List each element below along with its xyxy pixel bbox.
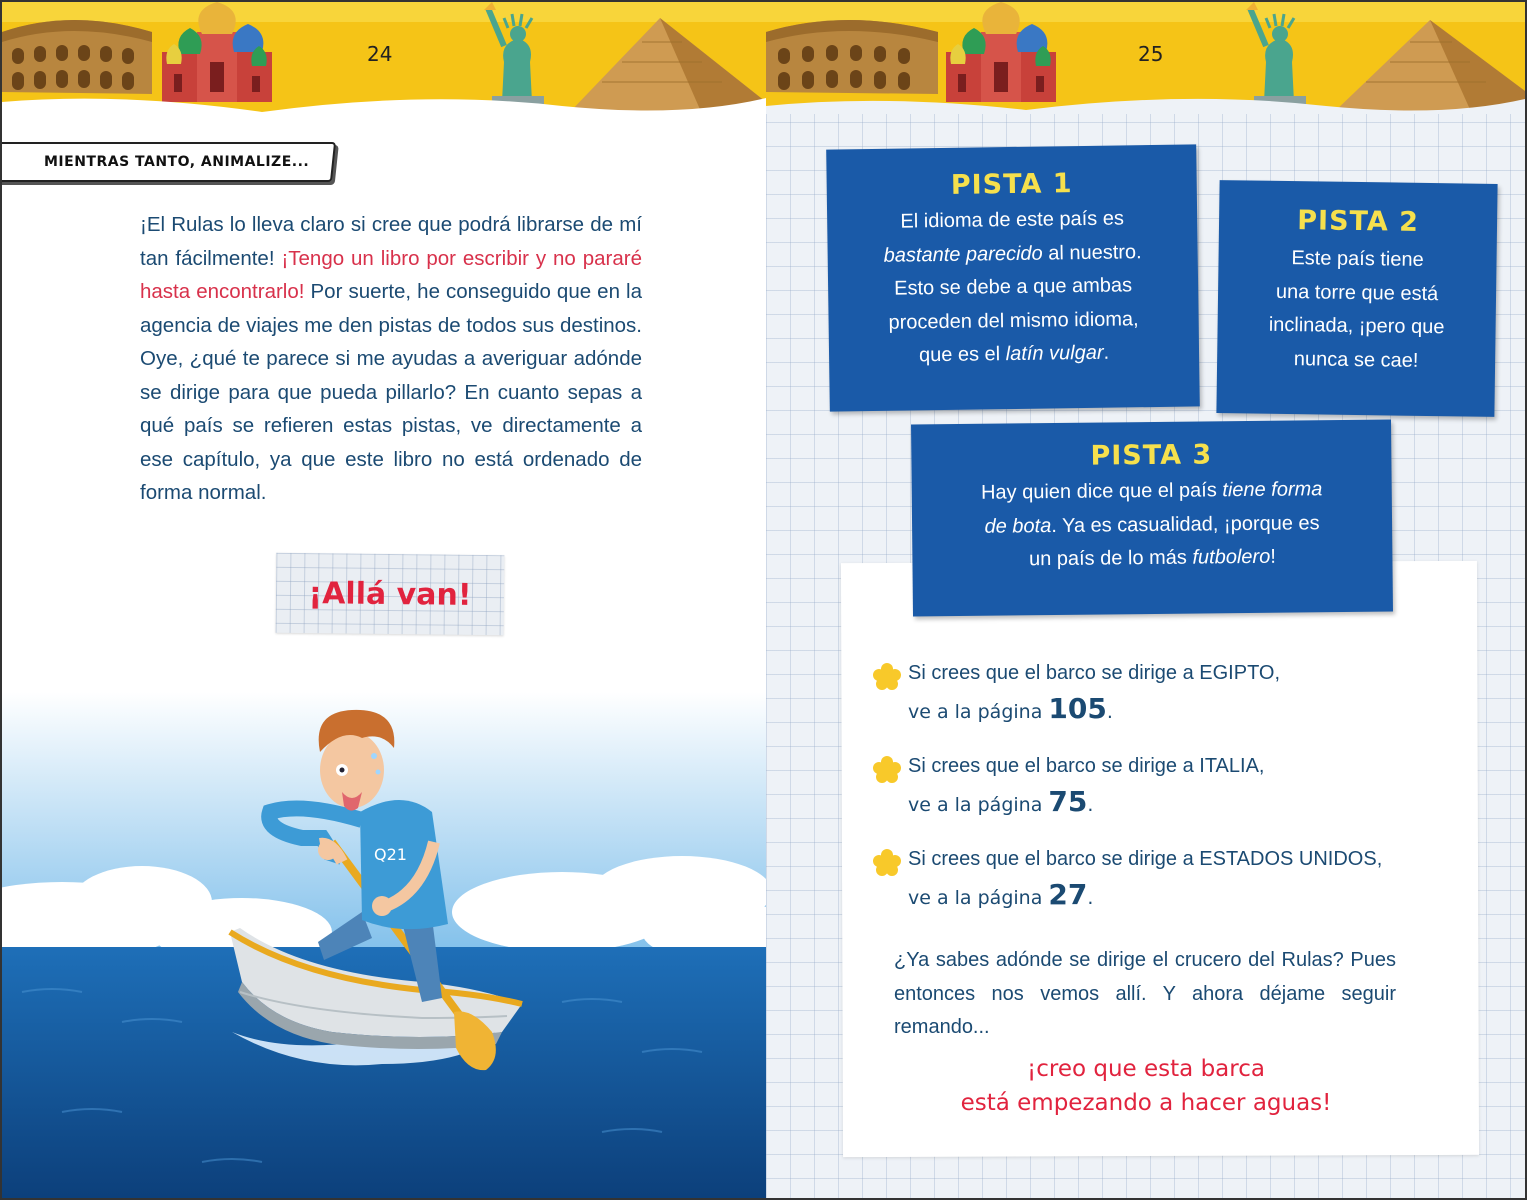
page-header <box>2 2 766 114</box>
clue-emphasis: de bota <box>984 514 1052 538</box>
page-number: 24 <box>367 42 393 66</box>
right-page <box>766 2 1527 1200</box>
clue-emphasis: futbolero <box>1192 545 1271 569</box>
flower-bullet-icon <box>872 848 902 878</box>
outro-exclamation-line1: ¡creo que esta barca <box>1027 1056 1265 1082</box>
clue-title: PISTA 3 <box>1090 439 1213 472</box>
outro-exclamation <box>916 1052 1376 1120</box>
clue-line <box>828 302 1198 341</box>
clue-line <box>912 472 1392 511</box>
clue-text-part: . Ya es casualidad, ¡porque es <box>1051 511 1320 537</box>
clue-emphasis: latín vulgar <box>1005 341 1104 366</box>
clue-card-1 <box>826 144 1200 411</box>
clue-line <box>829 335 1199 374</box>
shirt-text: Q21 <box>374 845 407 864</box>
clue-text-part: Este país tiene <box>1291 247 1424 271</box>
banner-sticker <box>276 553 505 635</box>
section-tag <box>2 142 336 182</box>
clue-emphasis: bastante parecido <box>883 242 1043 267</box>
intro-paragraph <box>140 208 642 510</box>
clue-text-part: ! <box>1270 545 1276 568</box>
outro-exclamation-line2: está empezando a hacer aguas! <box>960 1090 1332 1116</box>
clue-line <box>1217 342 1495 379</box>
option-text: Si crees que el barco se dirige a ITALIA, <box>908 755 1265 777</box>
banner-label: ¡Allá van! <box>308 575 472 613</box>
rowing-boy-illustration <box>2 692 766 1200</box>
clue-line <box>1218 275 1496 312</box>
clue-text-part: un país de lo más <box>1028 546 1193 571</box>
colosseum-icon <box>766 20 938 94</box>
clue-text-part: proceden del mismo idioma, <box>888 307 1139 334</box>
option-page-number: 27 <box>1048 878 1088 911</box>
option-page-suffix: . <box>1087 887 1094 909</box>
clue-line <box>912 539 1392 578</box>
page-header <box>766 2 1527 114</box>
clue-text-part: nunca se cae! <box>1293 347 1419 372</box>
intro-text-part2: Por suerte, he conseguido que en la agencia de viajes me den pistas de todos sus destinos. Oye, ¿qué te parece si me ayudas a averiguar adónde se dirige para que pueda pillarlo? En cuanto sepas a qué país se refieren estas pistas, ve directamente a ese capítulo, ya que este libro no está ordenado de forma normal. <box>140 280 642 504</box>
intro-highlight: ¡Tengo un libro por escribir y no pararé hasta encontrarlo! <box>140 246 643 303</box>
clue-text <box>1217 241 1497 379</box>
clue-line <box>1217 308 1495 345</box>
clue-title: PISTA 2 <box>1297 205 1420 238</box>
clue-text-part: Hay quien dice que el país <box>980 479 1223 504</box>
clue-line <box>828 268 1198 307</box>
option-page-line <box>908 878 1093 911</box>
option-page-suffix: . <box>1087 794 1094 816</box>
clue-text-part: El idioma de este país es <box>900 207 1125 233</box>
clue-text <box>912 472 1393 578</box>
option-page-prefix: ve a la página <box>908 701 1049 723</box>
clue-text-part: . <box>1103 341 1110 364</box>
clue-emphasis: tiene forma <box>1222 478 1323 502</box>
clue-text-part: Esto se debe a que ambas <box>893 274 1133 300</box>
flower-bullet-icon <box>872 755 902 785</box>
clue-line <box>912 506 1392 545</box>
option-page-suffix: . <box>1106 701 1113 723</box>
clue-line <box>827 235 1197 274</box>
flower-bullet-icon <box>872 662 902 692</box>
clue-card-3 <box>911 419 1393 616</box>
page-number: 25 <box>1138 42 1164 66</box>
clue-title: PISTA 1 <box>950 168 1073 201</box>
option-page-number: 105 <box>1048 692 1107 725</box>
section-tag-label: MIENTRAS TANTO, ANIMALIZE... <box>44 154 310 170</box>
option-page-prefix: ve a la página <box>908 794 1049 816</box>
clue-line <box>827 201 1197 240</box>
option-page-number: 75 <box>1048 785 1088 818</box>
option-page-prefix: ve a la página <box>908 887 1049 909</box>
option-page-line <box>908 785 1093 818</box>
clue-card-2 <box>1216 180 1497 417</box>
option-text: Si crees que el barco se dirige a ESTADOS UNIDOS, <box>908 848 1383 870</box>
clue-text-part: una torre que está <box>1275 280 1439 305</box>
clue-text-part: inclinada, ¡pero que <box>1268 313 1445 339</box>
left-page <box>2 2 766 1200</box>
outro-paragraph: ¿Ya sabes adónde se dirige el crucero del Rulas? Pues entonces nos vemos allí. Y ahora déjame seguir remando... <box>894 949 1396 1038</box>
clue-text <box>827 201 1199 374</box>
option-page-line <box>908 692 1113 725</box>
option-text: Si crees que el barco se dirige a EGIPTO, <box>908 662 1281 684</box>
clue-text-part: que es el <box>918 343 1006 367</box>
colosseum-icon <box>2 20 152 94</box>
clue-text-part: al nuestro. <box>1042 240 1142 265</box>
clue-line <box>1218 241 1496 278</box>
intro-text-part1: ¡El Rulas lo lleva claro si cree que podrá librarse de mí tan fácilmente! <box>140 213 642 270</box>
